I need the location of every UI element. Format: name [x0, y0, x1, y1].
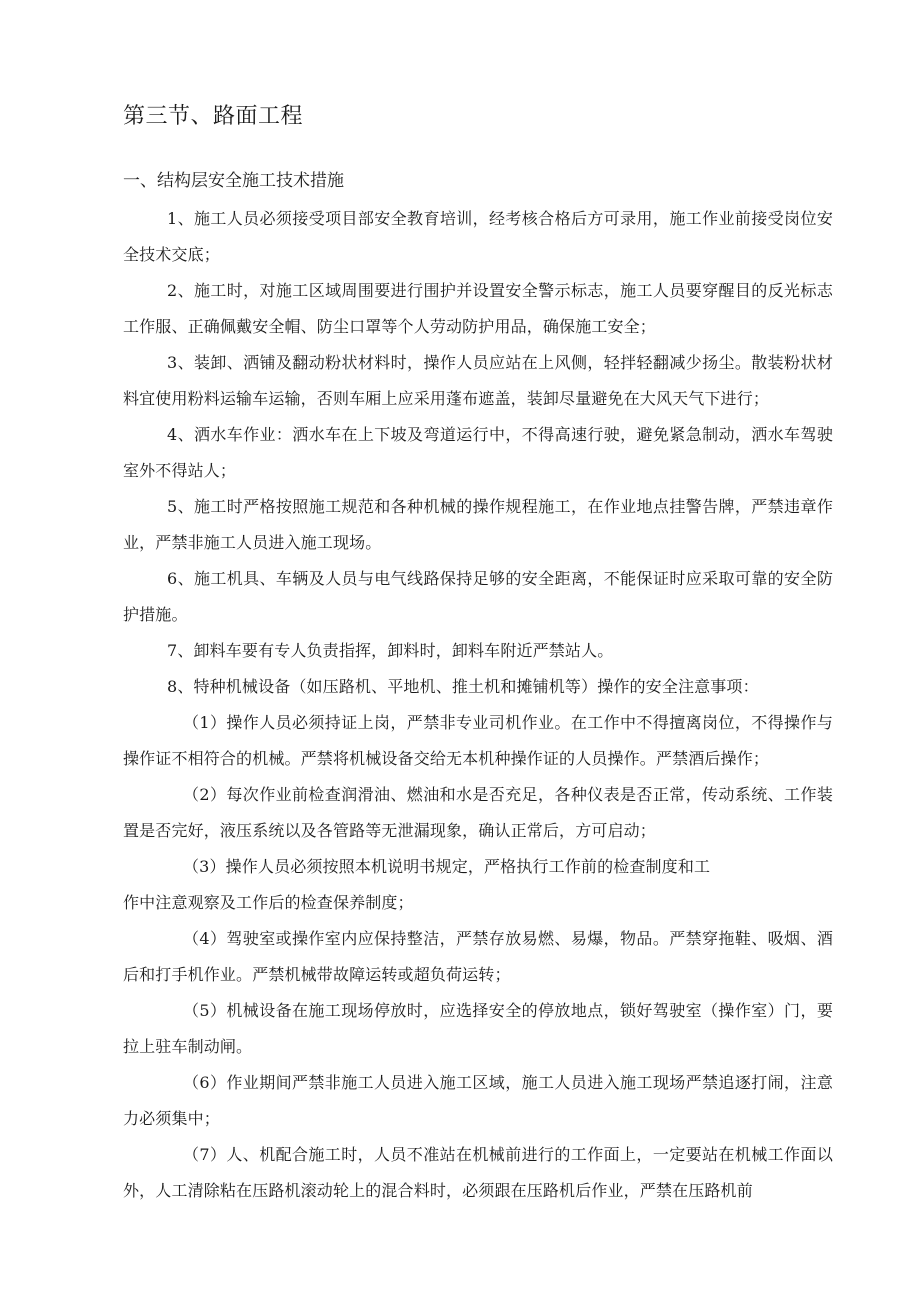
list-item: 8、特种机械设备（如压路机、平地机、推土机和摊铺机等）操作的安全注意事项：: [167, 677, 759, 696]
list-item: 1、施工人员必须接受项目部安全教育培训，经考核合格后方可录用，施工作业前接受岗位安全技术交底；: [123, 209, 833, 264]
page-title: 第三节、路面工程: [123, 104, 304, 129]
list-item: 6、施工机具、车辆及人员与电气线路保持足够的安全距离，不能保证时应采取可靠的安全防护措施。: [123, 569, 833, 624]
list-item: 7、卸料车要有专人负责指挥，卸料时，卸料车附近严禁站人。: [167, 641, 614, 660]
sub-list-item: （7）人、机配合施工时，人员不准站在机械前进行的工作面上，一定要站在机械工作面以外，人工清除粘在压路机滚动轮上的混合料时，必须跟在压路机后作业，严禁在压路机前: [123, 1145, 833, 1200]
sub-list-item: （4）驾驶室或操作室内应保持整洁，严禁存放易燃、易爆，物品。严禁穿拖鞋、吸烟、酒后和打手机作业。严禁机械带故障运转或超负荷运转；: [123, 929, 833, 984]
sub-list-item: （1）操作人员必须持证上岗，严禁非专业司机作业。在工作中不得擅离岗位，不得操作与操作证不相符合的机械。严禁将机械设备交给无本机种操作证的人员操作。严禁酒后操作；: [123, 713, 833, 768]
list-item: 3、装卸、洒铺及翻动粉状材料时，操作人员应站在上风侧，轻拌轻翻减少扬尘。散装粉状材料宜使用粉料运输车运输，否则车厢上应采用蓬布遮盖，装卸尽量避免在大风天气下进行；: [123, 353, 833, 408]
list-item: 5、施工时严格按照施工规范和各种机械的操作规程施工，在作业地点挂警告牌，严禁违章作业，严禁非施工人员进入施工现场。: [123, 497, 833, 552]
list-item: 2、施工时，对施工区域周围要进行围护并设置安全警示标志，施工人员要穿醒目的反光标志工作服、正确佩戴安全帽、防尘口罩等个人劳动防护用品，确保施工安全；: [123, 281, 833, 336]
sub-list-item: （6）作业期间严禁非施工人员进入施工区域，施工人员进入施工现场严禁追逐打闹，注意力必须集中；: [123, 1073, 833, 1128]
list-item: 4、洒水车作业：洒水车在上下坡及弯道运行中，不得高速行驶，避免紧急制动，洒水车驾驶室外不得站人；: [123, 425, 833, 480]
document-body: [123, 201, 833, 1209]
sub-list-item: （2）每次作业前检查润滑油、燃油和水是否充足，各种仪表是否正常，传动系统、工作装置是否完好，液压系统以及各管路等无泄漏现象，确认正常后，方可启动；: [123, 785, 833, 840]
section-heading: 一、结构层安全施工技术措施: [123, 171, 344, 191]
sub-list-item: （3）操作人员必须按照本机说明书规定，严格执行工作前的检查制度和工: [183, 857, 711, 876]
sub-list-item-continuation: 作中注意观察及工作后的检查保养制度；: [123, 893, 414, 912]
sub-list-item: （5）机械设备在施工现场停放时，应选择安全的停放地点，锁好驾驶室（操作室）门，要拉上驻车制动闸。: [123, 1001, 833, 1056]
